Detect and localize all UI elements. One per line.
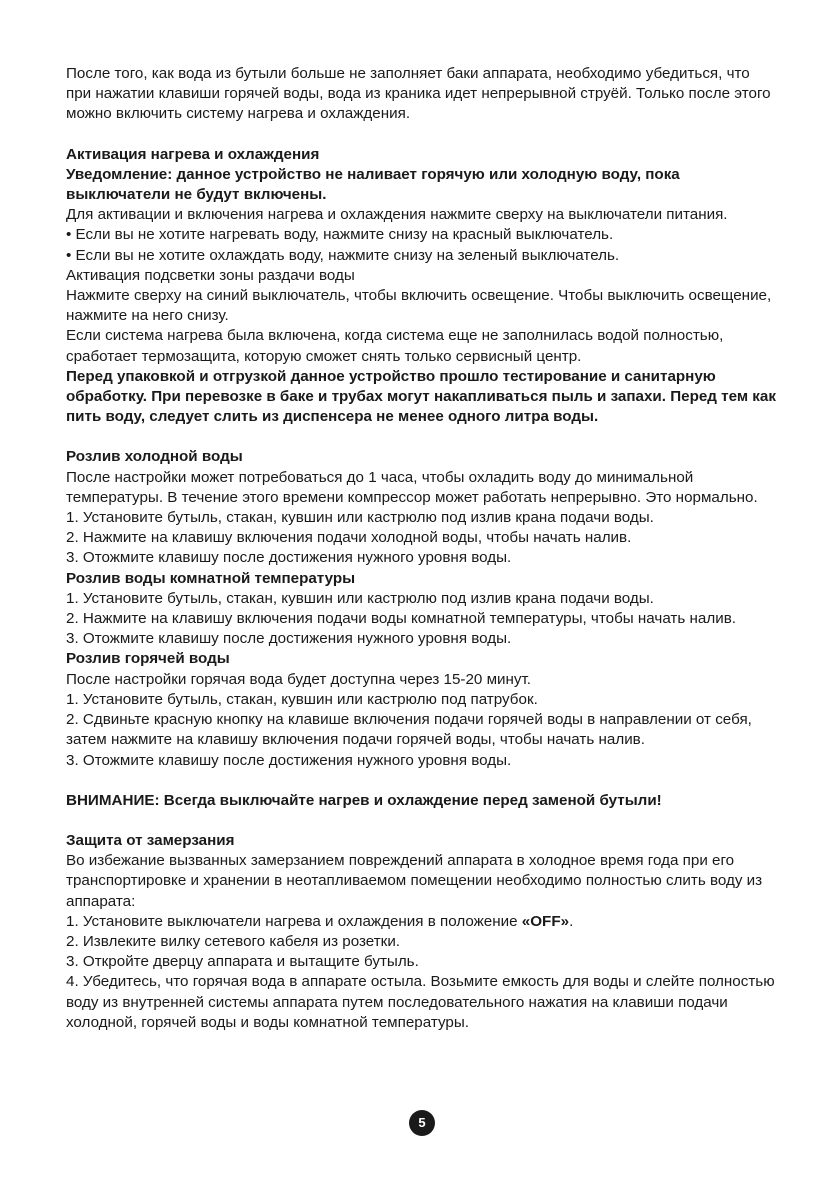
intro-paragraph: После того, как вода из бутыли больше не заполняет баки аппарата, необходимо убедиться, что при нажатии клавиши горячей воды, вода из краника идет непрерывной струёй. Только после этого можно включить систему нагрева и охлаждения. <box>66 65 771 123</box>
activation-text: Для активации и включения нагрева и охлаждения нажмите сверху на выключатели питания. <box>66 206 728 224</box>
freeze-step-1-prefix: 1. Установите выключатели нагрева и охлаждения в положение <box>66 912 522 930</box>
page-number-badge: 5 <box>409 1110 435 1136</box>
activation-bullet-cool: • Если вы не хотите охлаждать воду, нажмите снизу на зеленый выключатель. <box>66 246 620 264</box>
hot-text: После настройки горячая вода будет доступна через 15-20 минут. <box>66 670 531 688</box>
freeze-step-1-suffix: . <box>569 912 574 930</box>
activation-heading: Активация нагрева и охлаждения <box>66 145 320 163</box>
spacer <box>66 427 778 447</box>
attention-warning: ВНИМАНИЕ: Всегда выключайте нагрев и охлаждение перед заменой бутыли! <box>66 791 662 809</box>
hot-step: 2. Сдвиньте красную кнопку на клавише включения подачи горячей воды в направлении от себя, затем нажмите на клавишу включения подачи горячей воды, чтобы начать налив. <box>66 711 752 749</box>
freeze-step-4: 4. Убедитесь, что горячая вода в аппарате остыла. Возьмите емкость для воды и слейте полностью воду из внутренней системы аппарата путем последовательного нажатия на клавиши подачи холодной, горячей воды и воды комнатной температуры. <box>66 973 775 1031</box>
freeze-step-3: 3. Откройте дверцу аппарата и вытащите бутыль. <box>66 953 419 971</box>
spacer <box>66 811 778 831</box>
hot-heading: Розлив горячей воды <box>66 650 230 668</box>
off-label: «OFF» <box>521 912 570 930</box>
room-step: 2. Нажмите на клавишу включения подачи воды комнатной температуры, чтобы начать налив. <box>66 610 736 628</box>
spacer <box>66 125 778 145</box>
room-heading: Розлив воды комнатной температуры <box>66 569 356 587</box>
spacer <box>66 771 778 791</box>
freeze-text: Во избежание вызванных замерзанием повреждений аппарата в холодное время года при его транспортировке и хранении в неотапливаемом помещении необходимо полностью слить воду из аппарата: <box>66 852 763 910</box>
room-step: 1. Установите бутыль, стакан, кувшин или кастрюлю под излив крана подачи воды. <box>66 589 654 607</box>
room-step: 3. Отожмите клавишу после достижения нужного уровня воды. <box>66 630 512 648</box>
hot-step: 1. Установите бутыль, стакан, кувшин или кастрюлю под патрубок. <box>66 690 538 708</box>
freeze-heading: Защита от замерзания <box>66 831 235 849</box>
activation-warning: Уведомление: данное устройство не наливает горячую или холодную воду, пока выключатели не будут включены. <box>66 165 680 204</box>
freeze-step-2: 2. Извлеките вилку сетевого кабеля из розетки. <box>66 932 401 950</box>
activation-bullet-heat: • Если вы не хотите нагревать воду, нажмите снизу на красный выключатель. <box>66 226 614 244</box>
manual-page <box>66 64 778 1033</box>
cold-step: 3. Отожмите клавишу после достижения нужного уровня воды. <box>66 549 512 567</box>
backlight-title: Активация подсветки зоны раздачи воды <box>66 266 355 284</box>
cold-heading: Розлив холодной воды <box>66 448 243 466</box>
cold-step: 1. Установите бутыль, стакан, кувшин или кастрюлю под излив крана подачи воды. <box>66 509 654 527</box>
testing-note: Перед упаковкой и отгрузкой данное устройство прошло тестирование и санитарную обработку. При перевозке в баке и трубах могут накапливаться пыль и запахи. Перед тем как пить воду, следует слить из диспенсера не менее одного литра воды. <box>66 367 776 426</box>
hot-step: 3. Отожмите клавишу после достижения нужного уровня воды. <box>66 751 512 769</box>
cold-text: После настройки может потребоваться до 1 часа, чтобы охладить воду до минимальной температуры. В течение этого времени компрессор может работать непрерывно. Это нормально. <box>66 468 758 506</box>
freeze-step-1 <box>66 912 778 932</box>
cold-step: 2. Нажмите на клавишу включения подачи холодной воды, чтобы начать налив. <box>66 529 632 547</box>
thermal-protection-text: Если система нагрева была включена, когда система еще не заполнилась водой полностью, сработает термозащита, которую сможет снять только сервисный центр. <box>66 327 724 365</box>
backlight-text: Нажмите сверху на синий выключатель, чтобы включить освещение. Чтобы выключить освещение, нажмите на него снизу. <box>66 287 772 325</box>
